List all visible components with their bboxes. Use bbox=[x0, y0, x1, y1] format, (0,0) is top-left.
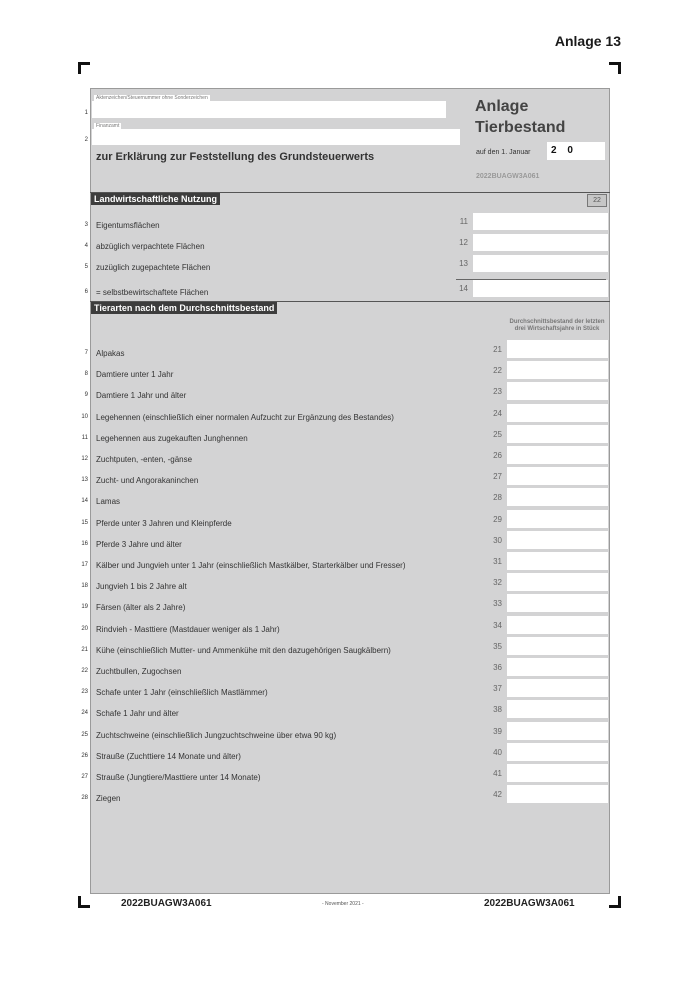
annex-title bbox=[475, 96, 565, 138]
section-animal-types-title: Tierarten nach dem Durchschnittsbestand bbox=[91, 302, 277, 314]
row-label: Damtiere 1 Jahr und älter bbox=[96, 391, 187, 400]
stock-input[interactable] bbox=[507, 785, 608, 803]
area-input[interactable] bbox=[473, 234, 608, 251]
stock-input[interactable] bbox=[507, 616, 608, 634]
row-number: 3 bbox=[84, 222, 88, 228]
stock-input[interactable] bbox=[507, 743, 608, 761]
line-code: 42 bbox=[493, 790, 502, 799]
row-label: Legehennen (einschließlich einer normalen Aufzucht zur Ergänzung des Bestandes) bbox=[96, 413, 394, 422]
stock-input[interactable] bbox=[507, 404, 608, 422]
crop-mark-top-right bbox=[609, 62, 621, 74]
row-number: 26 bbox=[81, 753, 88, 759]
tax-number-label: Aktenzeichen/Steuernummer ohne Sonderzeichen bbox=[96, 95, 208, 101]
row-number: 8 bbox=[84, 371, 88, 377]
line-code: 39 bbox=[493, 727, 502, 736]
row-label: Damtiere unter 1 Jahr bbox=[96, 370, 174, 379]
area-input[interactable] bbox=[473, 255, 608, 272]
tax-number-field[interactable] bbox=[92, 101, 446, 118]
footer-date: - November 2021 - bbox=[322, 901, 364, 907]
line-code: 31 bbox=[493, 557, 502, 566]
anlage-number: Anlage 13 bbox=[554, 33, 621, 49]
row-label: Jungvieh 1 bis 2 Jahre alt bbox=[96, 582, 187, 591]
line-code: 32 bbox=[493, 578, 502, 587]
line-code: 24 bbox=[493, 409, 502, 418]
sum-line bbox=[456, 279, 606, 280]
line-code: 27 bbox=[493, 472, 502, 481]
reference-date-label: auf den 1. Januar bbox=[476, 149, 531, 156]
line-code: 22 bbox=[493, 366, 502, 375]
line-code: 12 bbox=[459, 238, 468, 247]
row-number: 7 bbox=[84, 350, 88, 356]
row-label: Kälber und Jungvieh unter 1 Jahr (einschließlich Mastkälber, Starterkälber und Fresser) bbox=[96, 561, 406, 570]
stock-input[interactable] bbox=[507, 446, 608, 464]
line-code: 34 bbox=[493, 621, 502, 630]
line-code: 26 bbox=[493, 451, 502, 460]
row-number: 4 bbox=[84, 243, 88, 249]
tax-office-field[interactable] bbox=[92, 129, 460, 145]
row-label: Legehennen aus zugekauften Junghennen bbox=[96, 434, 248, 443]
row-label: Zuchtbullen, Zugochsen bbox=[96, 667, 182, 676]
line-code: 40 bbox=[493, 748, 502, 757]
line-code: 13 bbox=[459, 259, 468, 268]
row-number: 23 bbox=[81, 689, 88, 695]
stock-input[interactable] bbox=[507, 594, 608, 612]
row-label: abzüglich verpachtete Flächen bbox=[96, 242, 205, 251]
row-number: 5 bbox=[84, 264, 88, 270]
stock-input[interactable] bbox=[507, 488, 608, 506]
line-code: 21 bbox=[493, 345, 502, 354]
year-field[interactable]: 2 0 bbox=[547, 142, 605, 160]
row-number: 19 bbox=[81, 604, 88, 610]
annex-title-line2: Tierbestand bbox=[475, 119, 566, 136]
line-code: 36 bbox=[493, 663, 502, 672]
stock-input[interactable] bbox=[507, 658, 608, 676]
row-number: 22 bbox=[81, 668, 88, 674]
row-label: = selbstbewirtschaftete Flächen bbox=[96, 288, 209, 297]
stock-input[interactable] bbox=[507, 722, 608, 740]
row-number: 24 bbox=[81, 710, 88, 716]
row-number: 27 bbox=[81, 774, 88, 780]
line-code: 35 bbox=[493, 642, 502, 651]
area-input[interactable] bbox=[473, 280, 608, 297]
row-number: 20 bbox=[81, 626, 88, 632]
section-agricultural-use-title: Landwirtschaftliche Nutzung bbox=[91, 193, 220, 205]
row-label: Alpakas bbox=[96, 349, 125, 358]
line-code: 29 bbox=[493, 515, 502, 524]
stock-input[interactable] bbox=[507, 510, 608, 528]
area-input[interactable] bbox=[473, 213, 608, 230]
tax-office-label: Finanzamt bbox=[96, 123, 120, 129]
row-label: Schafe unter 1 Jahr (einschließlich Mastlämmer) bbox=[96, 688, 268, 697]
row-number: 13 bbox=[81, 477, 88, 483]
row-label: Färsen (älter als 2 Jahre) bbox=[96, 603, 186, 612]
stock-input[interactable] bbox=[507, 340, 608, 358]
footer-form-code-left: 2022BUAGW3A061 bbox=[121, 898, 212, 909]
stock-input[interactable] bbox=[507, 637, 608, 655]
row-number-1: 1 bbox=[84, 110, 88, 116]
crop-mark-bottom-left bbox=[78, 896, 90, 908]
row-number: 10 bbox=[81, 414, 88, 420]
row-label: Ziegen bbox=[96, 794, 121, 803]
row-label: Schafe 1 Jahr und älter bbox=[96, 709, 179, 718]
stock-input[interactable] bbox=[507, 361, 608, 379]
line-code: 37 bbox=[493, 684, 502, 693]
row-number: 25 bbox=[81, 732, 88, 738]
row-number: 28 bbox=[81, 795, 88, 801]
stock-input[interactable] bbox=[507, 764, 608, 782]
stock-input[interactable] bbox=[507, 531, 608, 549]
section-code-badge: 22 bbox=[587, 194, 607, 207]
column-header-average-stock: Durchschnittsbestand der letzten drei Wirtschaftsjahre in Stück bbox=[509, 319, 605, 332]
line-code: 28 bbox=[493, 493, 502, 502]
stock-input[interactable] bbox=[507, 467, 608, 485]
row-label: Rindvieh - Masttiere (Mastdauer weniger als 1 Jahr) bbox=[96, 625, 280, 634]
row-number: 14 bbox=[81, 498, 88, 504]
row-label: Strauße (Zuchttiere 14 Monate und älter) bbox=[96, 752, 241, 761]
stock-input[interactable] bbox=[507, 552, 608, 570]
row-number: 18 bbox=[81, 583, 88, 589]
line-code: 14 bbox=[459, 284, 468, 293]
row-number: 21 bbox=[81, 647, 88, 653]
row-label: Kühe (einschließlich Mutter- und Ammenkühe mit den dazugehörigen Saugkälbern) bbox=[96, 646, 391, 655]
row-number: 15 bbox=[81, 520, 88, 526]
row-label: Strauße (Jungtiere/Masttiere unter 14 Monate) bbox=[96, 773, 261, 782]
footer-form-code-right: 2022BUAGW3A061 bbox=[484, 898, 575, 909]
line-code: 41 bbox=[493, 769, 502, 778]
line-code: 30 bbox=[493, 536, 502, 545]
crop-mark-top-left bbox=[78, 62, 90, 74]
line-code: 38 bbox=[493, 705, 502, 714]
line-code: 11 bbox=[459, 217, 468, 226]
row-number: 12 bbox=[81, 456, 88, 462]
row-number: 9 bbox=[84, 392, 88, 398]
form-title: zur Erklärung zur Feststellung des Grundsteuerwerts bbox=[96, 151, 375, 163]
row-number: 17 bbox=[81, 562, 88, 568]
stock-input[interactable] bbox=[507, 700, 608, 718]
stock-input[interactable] bbox=[507, 679, 608, 697]
row-label: Lamas bbox=[96, 497, 121, 506]
stock-input[interactable] bbox=[507, 573, 608, 591]
row-label: zuzüglich zugepachtete Flächen bbox=[96, 263, 211, 272]
row-label: Pferde unter 3 Jahren und Kleinpferde bbox=[96, 519, 232, 528]
row-number: 16 bbox=[81, 541, 88, 547]
line-code: 23 bbox=[493, 387, 502, 396]
line-code: 33 bbox=[493, 599, 502, 608]
row-label: Pferde 3 Jahre und älter bbox=[96, 540, 182, 549]
row-label: Zuchtschweine (einschließlich Jungzuchtschweine über etwa 90 kg) bbox=[96, 731, 337, 740]
row-number: 11 bbox=[81, 435, 88, 441]
row-label: Zucht- und Angorakaninchen bbox=[96, 476, 199, 485]
crop-mark-bottom-right bbox=[609, 896, 621, 908]
row-number: 6 bbox=[84, 289, 88, 295]
form-code: 2022BUAGW3A061 bbox=[476, 173, 540, 180]
stock-input[interactable] bbox=[507, 425, 608, 443]
row-label: Eigentumsflächen bbox=[96, 221, 160, 230]
stock-input[interactable] bbox=[507, 382, 608, 400]
row-number-2: 2 bbox=[84, 137, 88, 143]
annex-title-line1: Anlage bbox=[475, 98, 529, 115]
row-label: Zuchtputen, -enten, -gänse bbox=[96, 455, 193, 464]
line-code: 25 bbox=[493, 430, 502, 439]
